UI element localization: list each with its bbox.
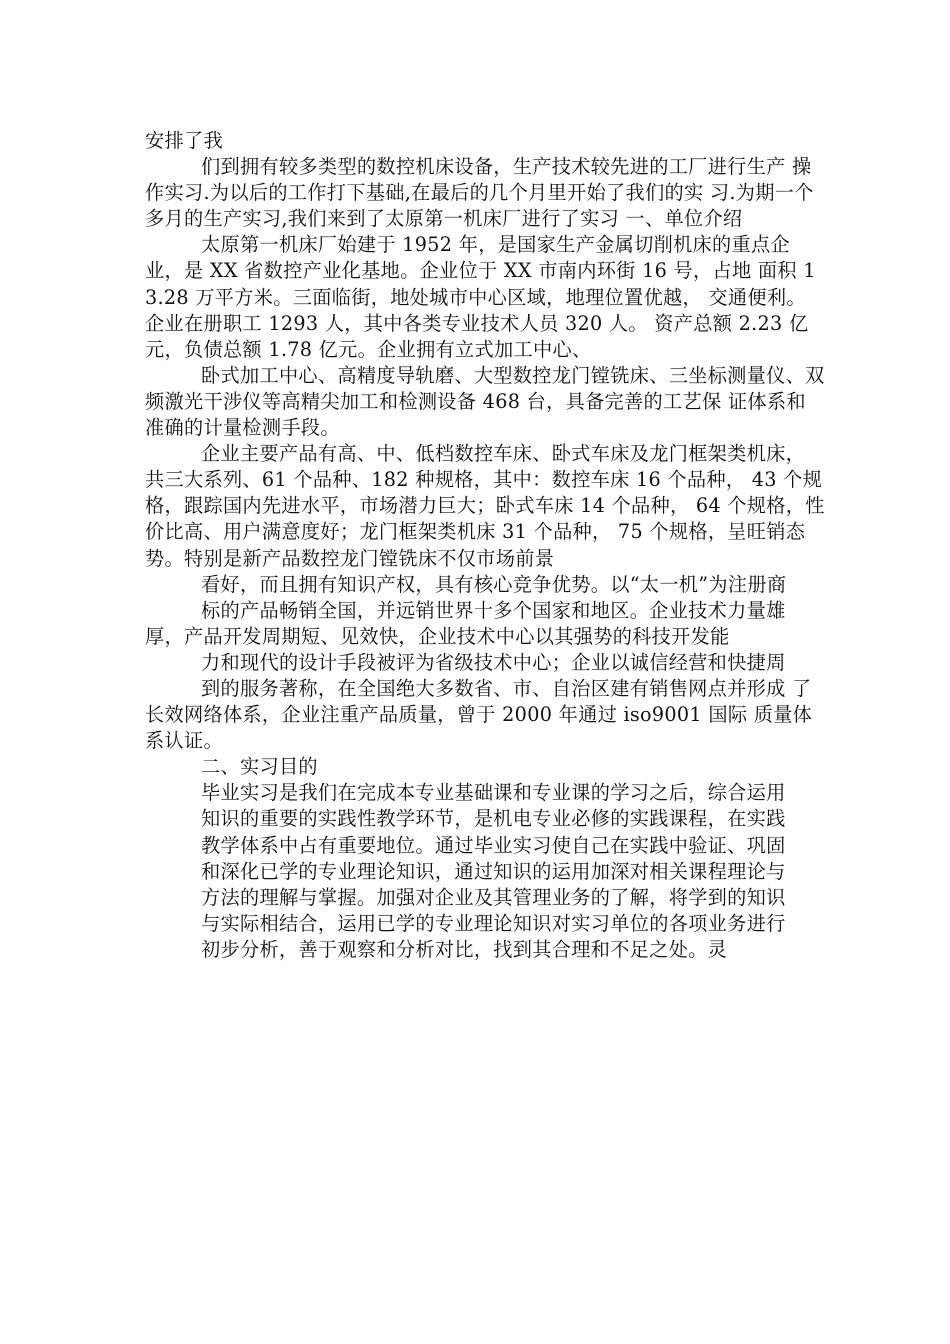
paragraph-13: 教学体系中占有重要地位。通过毕业实习使自己在实践中验证、巩固 xyxy=(201,833,786,857)
document-page xyxy=(145,128,825,963)
paragraph-2: 们到拥有较多类型的数控机床设备，生产技术较先进的工厂进行生产 操作实习.为以后的工作打下基础,在最后的几个月里开始了我们的实 习.为期一个多月的生产实习,我们来到了太原第一机床厂进行了实习 一、单位介绍 xyxy=(145,155,814,231)
paragraph-16: 与实际相结合，运用已学的专业理论知识对实习单位的各项业务进行 xyxy=(201,911,786,935)
paragraph-5: 企业主要产品有高、中、低档数控车床、卧式车床及龙门框架类机床， 共三大系列、61 个品种、182 种规格，其中：数控车床 16 个品种， 43 个规格，跟踪国内先进水平，市场潜力巨大；卧式车床 14 个品种， 64 个规格，性价比高、用户满意度好；龙门框架类机床 31 个品种， 75 个规格，呈旺销态势。特别是新产品数控龙门镗铣床不仅市场前景 xyxy=(145,442,825,570)
paragraph-1: 安排了我 xyxy=(145,129,223,152)
paragraph-7: 标的产品畅销全国，并远销世界十多个国家和地区。企业技术力量雄 厚，产品开发周期短、见效快，企业技术中心以其强势的科技开发能 xyxy=(145,598,786,648)
paragraph-8: 力和现代的设计手段被评为省级技术中心；企业以诚信经营和快捷周 xyxy=(201,650,786,674)
paragraph-17: 初步分析，善于观察和分析对比，找到其合理和不足之处。灵 xyxy=(201,937,728,961)
section-heading-internship-purpose: 二、实习目的 xyxy=(201,755,318,779)
paragraph-6: 看好，而且拥有知识产权，具有核心竞争优势。以“太一机”为注册商 xyxy=(201,572,787,596)
paragraph-12: 知识的重要的实践性教学环节，是机电专业必修的实践课程，在实践 xyxy=(201,807,786,831)
paragraph-3: 太原第一机床厂始建于 1952 年，是国家生产金属切削机床的重点企 业，是 XX 省数控产业化基地。企业位于 XX 市南内环街 16 号，占地 面积 13.28 万平方米。三面临街，地处城市中心区域，地理位置优越， 交通便利。企业在册职工 1293 人，其中各类专业技术人员 320 人。 资产总额 2.23 亿元，负债总额 1.78 亿元。企业拥有立式加工中心、 xyxy=(145,233,816,361)
paragraph-4: 卧式加工中心、高精度导轨磨、大型数控龙门镗铣床、三坐标测量仪、双频激光干涉仪等高精尖加工和检测设备 468 台，具备完善的工艺保 证体系和准确的计量检测手段。 xyxy=(145,363,825,440)
paragraph-9: 到的服务著称，在全国绝大多数省、市、自治区建有销售网点并形成 了长效网络体系，企业注重产品质量，曾于 2000 年通过 iso9001 国际 质量体系认证。 xyxy=(145,676,813,753)
paragraph-11: 毕业实习是我们在完成本专业基础课和专业课的学习之后，综合运用 xyxy=(201,781,786,805)
paragraph-15: 方法的理解与掌握。加强对企业及其管理业务的了解，将学到的知识 xyxy=(201,885,786,909)
paragraph-14: 和深化已学的专业理论知识，通过知识的运用加深对相关课程理论与 xyxy=(201,859,786,883)
